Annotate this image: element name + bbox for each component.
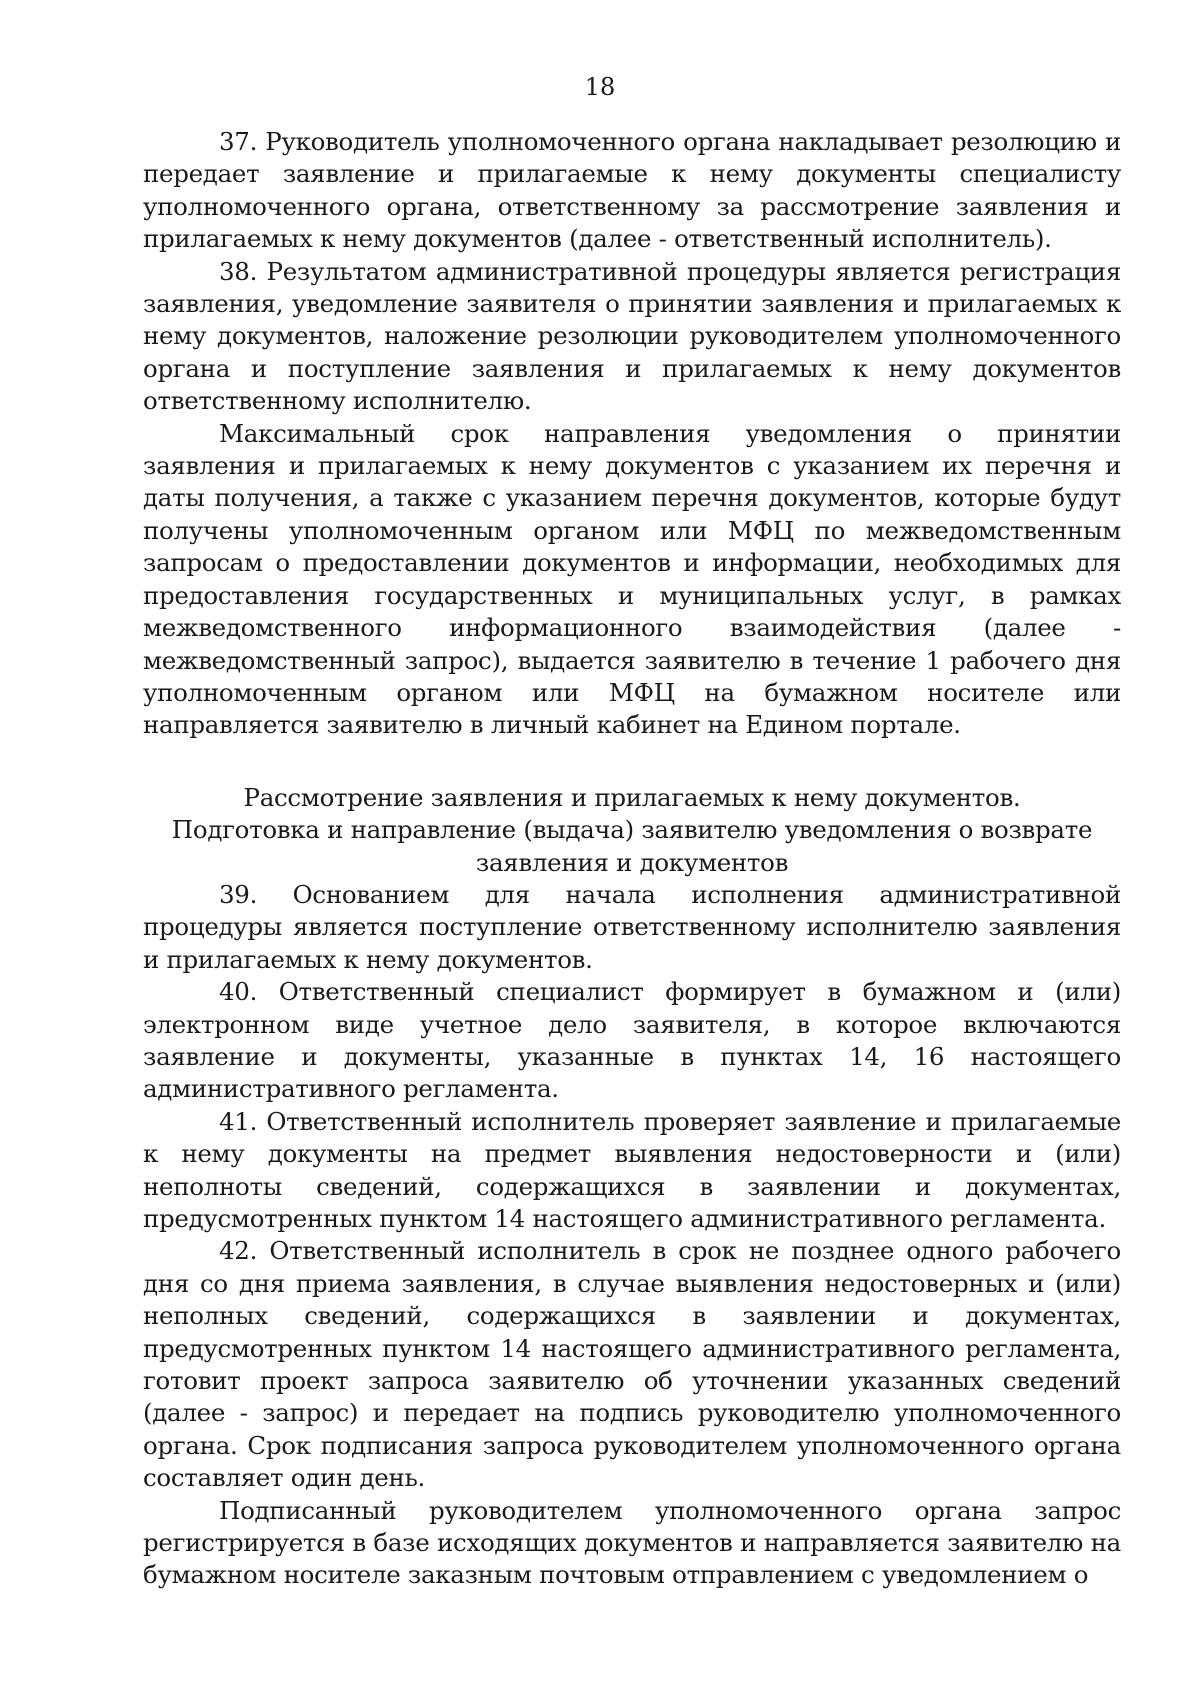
section-heading-line-2: Подготовка и направление (выдача) заявителю уведомления о возврате — [171, 815, 1093, 845]
page-number: 18 — [584, 73, 616, 101]
paragraph-37: 37. Руководитель уполномоченного органа накладывает резолюцию и передает заявление и прилагаемые к нему документы специалисту уполномоченного органа, ответственному за рассмотрение заявления и прилагаемых к нему документов (далее - ответственный исполнитель). — [143, 127, 1121, 254]
paragraph-41: 41. Ответственный исполнитель проверяет заявление и прилагаемые к нему документы на предмет выявления недостоверности и (или) неполноты сведений, содержащихся в заявлении и документах, предусмотренных пунктом 14 настоящего административного регламента. — [143, 1106, 1121, 1233]
paragraph-39: 39. Основанием для начала исполнения административной процедуры является поступление ответственному исполнителю заявления и прилагаемых к нему документов. — [143, 879, 1121, 974]
section-heading — [143, 782, 1121, 879]
section-heading-line-3: заявления и документов — [475, 847, 789, 877]
section-heading-line-1: Рассмотрение заявления и прилагаемых к нему документов. — [243, 782, 1021, 812]
paragraph-42: 42. Ответственный исполнитель в срок не позднее одного рабочего дня со дня приема заявления, в случае выявления недостоверных и (или) неполных сведений, содержащихся в заявлении и документах, предусмотренных пунктом 14 настоящего административного регламента, готовит проект запроса заявителю об уточнении указанных сведений (далее - запрос) и передает на подпись руководителю уполномоченного органа. Срок подписания запроса руководителем уполномоченного органа составляет один день. — [143, 1236, 1121, 1493]
paragraph-signed-request: Подписанный руководителем уполномоченного органа запрос регистрируется в базе исходящих документов и направляется заявителю на бумажном носителе заказным почтовым отправлением с уведомлением о — [143, 1495, 1121, 1590]
paragraph-40: 40. Ответственный специалист формирует в бумажном и (или) электронном виде учетное дело заявителя, в которое включаются заявление и документы, указанные в пунктах 14, 16 настоящего административного регламента. — [143, 977, 1121, 1104]
paragraph-notification-deadline: Максимальный срок направления уведомления о принятии заявления и прилагаемых к нему документов с указанием их перечня и даты получения, а также с указанием перечня документов, которые будут получены уполномоченным органом или МФЦ по межведомственным запросам о предоставлении документов и информации, необходимых для предоставления государственных и муниципальных услуг, в рамках межведомственного информационного взаимодействия (далее - межведомственный запрос), выдается заявителю в течение 1 рабочего дня уполномоченным органом или МФЦ на бумажном носителе или направляется заявителю в личный кабинет на Едином портале. — [143, 418, 1121, 740]
document-body — [143, 126, 1121, 1592]
paragraph-38: 38. Результатом административной процедуры является регистрация заявления, уведомление заявителя о принятии заявления и прилагаемых к нему документов, наложение резолюции руководителем уполномоченного органа и поступление заявления и прилагаемых к нему документов ответственному исполнителю. — [143, 256, 1121, 416]
